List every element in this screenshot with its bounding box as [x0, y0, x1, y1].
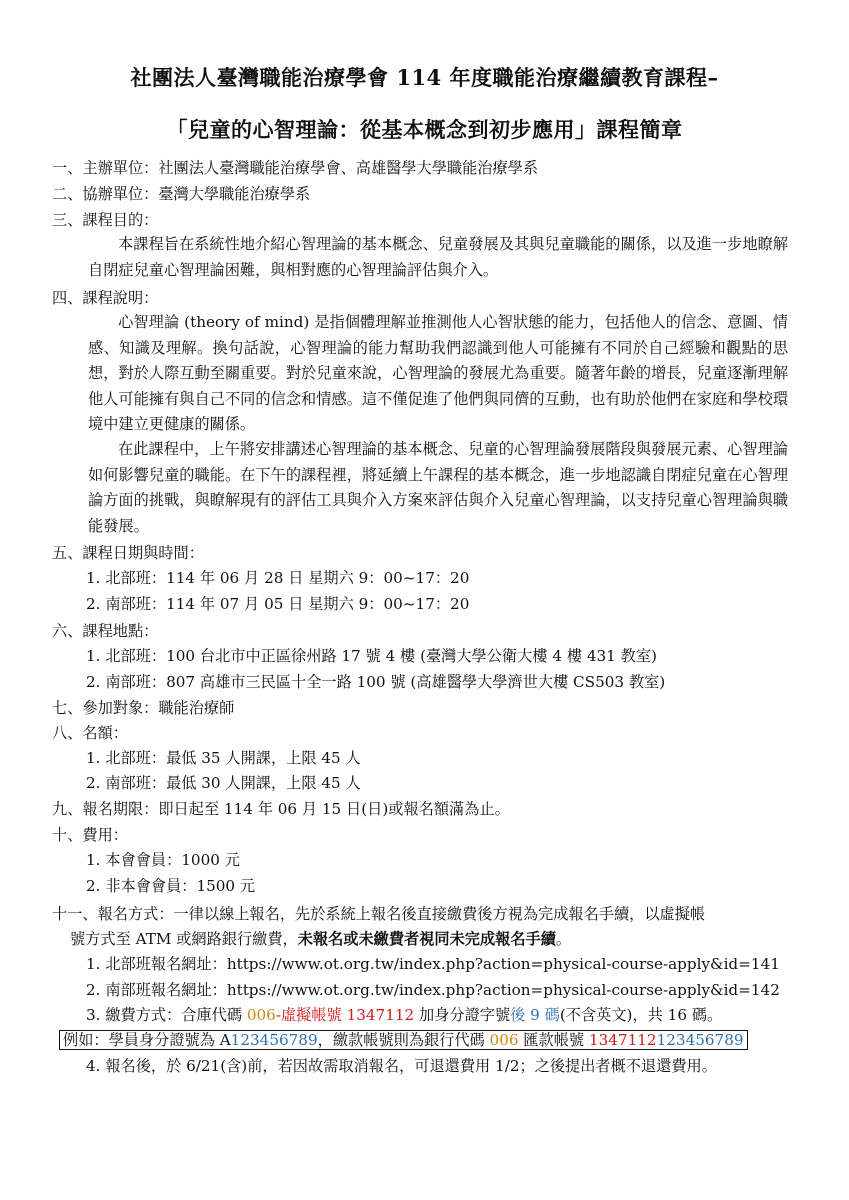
north-registration-url: 1. 北部班報名網址：https://www.ot.org.tw/index.php?action=physical-course-apply&id=141	[86, 955, 780, 973]
organizer-line: 一、主辦單位：社團法人臺灣職能治療學會、高雄醫學大學職能治療學系	[52, 159, 538, 177]
payment-method-line	[86, 1004, 722, 1026]
payment-example-box	[59, 1030, 748, 1050]
audience-line: 七、參加對象：職能治療師	[52, 699, 235, 717]
payment-bank-code: 006	[246, 1006, 276, 1024]
registration-warning: 未報名或未繳費者視同未完成報名手續	[297, 930, 556, 948]
document-title: 社團法人臺灣職能治療學會 114 年度職能治療繼續教育課程–	[130, 65, 719, 90]
payment-suffix: (不含英文)，共 16 碼。	[559, 1006, 723, 1024]
payment-prefix: 3. 繳費方式：合庫代碼	[86, 1006, 247, 1024]
example-id-digits: 123456789	[230, 1031, 318, 1049]
schedule-heading: 五、課程日期與時間：	[52, 544, 204, 562]
co-organizer-line: 二、協辦單位：臺灣大學職能治療學系	[52, 185, 311, 203]
payment-id-label: 加身分證字號	[414, 1006, 511, 1024]
purpose-text: 本課程旨在系統性地介紹心智理論的基本概念、兒童發展及其與兒童職能的關係，以及進一步地瞭解自閉症兒童心智理論困難，與相對應的心智理論評估與介入。	[88, 235, 788, 279]
registration-line-2	[70, 928, 571, 950]
purpose-paragraph	[88, 232, 788, 283]
payment-virtual-account: 1347112	[346, 1006, 415, 1024]
south-registration-url: 2. 南部班報名網址：https://www.ot.org.tw/index.php?action=physical-course-apply&id=142	[86, 981, 780, 999]
quota-item-north: 1. 北部班：最低 35 人開課，上限 45 人	[86, 749, 361, 767]
fee-item-member: 1. 本會會員：1000 元	[86, 851, 240, 869]
registration-line-2-prefix: 號方式至 ATM 或網路銀行繳費，	[70, 930, 298, 948]
schedule-item-north: 1. 北部班：114 年 06 月 28 日 星期六 9：00~17：20	[86, 569, 470, 587]
payment-example-line	[59, 1029, 748, 1051]
deadline-line: 九、報名期限：即日起至 114 年 06 月 15 日(日)或報名額滿為止。	[52, 800, 510, 818]
description-paragraph-1	[88, 310, 788, 438]
description-text-1: 心智理論 (theory of mind) 是指個體理解並推測他人心智狀態的能力，包括他人的信念、意圖、情感、知識及理解。換句話說，心智理論的能力幫助我們認識到他人可能擁有不同於自己經驗和觀點的思想，對於人際互動至關重要。對於兒童來說，心智理論的發展尤為重要。隨著年齡的增長，兒童逐漸理解他人可能擁有與自己不同的信念和情感。這不僅促進了他們與同儕的互動，也有助於他們在家庭和學校環境中建立更健康的關係。	[88, 313, 788, 433]
quota-item-south: 2. 南部班：最低 30 人開課，上限 45 人	[86, 774, 361, 792]
document-subtitle: 「兒童的心智理論：從基本概念到初步應用」課程簡章	[166, 117, 683, 142]
quota-heading: 八、名額：	[52, 724, 128, 742]
example-mid: ，繳款帳號則為銀行代碼	[317, 1031, 490, 1049]
example-account-prefix: 1347112	[588, 1031, 657, 1049]
refund-policy-line: 4. 報名後，於 6/21(含)前，若因故需取消報名，可退還費用 1/2；之後提出者概不退還費用。	[86, 1057, 717, 1075]
fee-heading: 十、費用：	[52, 826, 128, 844]
registration-line-1: 十一、報名方式：一律以線上報名，先於系統上報名後直接繳費後方視為完成報名手續，以虛擬帳	[52, 905, 706, 923]
purpose-heading: 三、課程目的：	[52, 211, 159, 229]
description-paragraph-2	[88, 437, 788, 539]
payment-last-digits: 後 9 碼	[510, 1006, 560, 1024]
example-mid2: 匯款帳號	[518, 1031, 589, 1049]
registration-line-2-suffix: 。	[555, 930, 572, 948]
location-heading: 六、課程地點：	[52, 622, 159, 640]
example-bank-code: 006	[489, 1031, 519, 1049]
example-prefix: 例如：學員身分證號為 A	[63, 1031, 231, 1049]
payment-virtual-account-label: -虛擬帳號	[275, 1006, 347, 1024]
location-item-north: 1. 北部班：100 台北市中正區徐州路 17 號 4 樓 (臺灣大學公衛大樓 4 樓 431 教室)	[86, 647, 657, 665]
description-text-2: 在此課程中，上午將安排講述心智理論的基本概念、兒童的心智理論發展階段與發展元素、心智理論如何影響兒童的職能。在下午的課程裡，將延續上午課程的基本概念，進一步地認識自閉症兒童在心智理論方面的挑戰，與瞭解現有的評估工具與介入方案來評估與介入兒童心智理論，以支持兒童心智理論與職能發展。	[88, 440, 788, 535]
location-item-south: 2. 南部班：807 高雄市三民區十全一路 100 號 (高雄醫學大學濟世大樓 CS503 教室)	[86, 673, 666, 691]
description-heading: 四、課程說明：	[52, 289, 159, 307]
schedule-item-south: 2. 南部班：114 年 07 月 05 日 星期六 9：00~17：20	[86, 595, 470, 613]
fee-item-non-member: 2. 非本會會員：1500 元	[86, 877, 256, 895]
example-account-id: 123456789	[656, 1031, 744, 1049]
